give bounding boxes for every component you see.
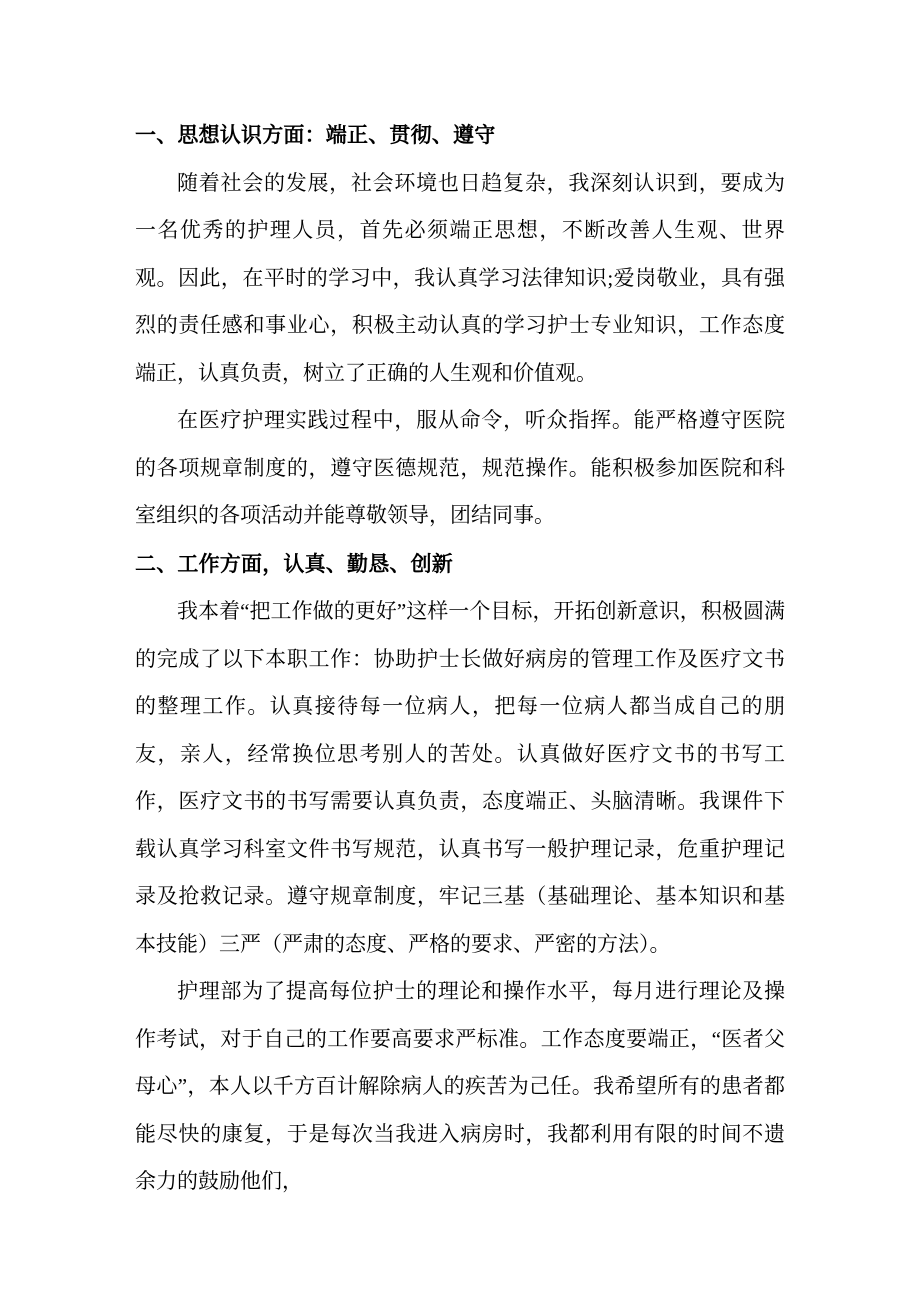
heading-section-one: 一、思想认识方面：端正、贯彻、遵守 [135,123,496,147]
paragraph-2: 在医疗护理实践过程中，服从命令，听众指挥。能严格遵守医院的各项规章制度的，遵守医德规范，规范操作。能积极参加医院和科室组织的各项活动并能尊敬领导，团结同事。 [135,408,785,527]
heading-section-two: 二、工作方面，认真、勤恳、创新 [135,551,453,576]
paragraph-1: 随着社会的发展，社会环境也日趋复杂，我深刻认识到，要成为一名优秀的护理人员，首先必须端正思想，不断改善人生观、世界观。因此，在平时的学习中，我认真学习法律知识;爱岗敬业，具有强烈的责任感和事业心，积极主动认真的学习护士专业知识，工作态度端正，认真负责，树立了正确的人生观和价值观。 [135,170,785,385]
document-body [135,112,785,1206]
paragraph-4: 护理部为了提高每位护士的理论和操作水平，每月进行理论及操作考试，对于自己的工作要高要求严标准。工作态度要端正，“医者父母心”，本人以千方百计解除病人的疾苦为己任。我希望所有的患者都能尽快的康复，于是每次当我进入病房时，我都利用有限的时间不遗余力的鼓励他们， [135,979,785,1193]
paragraph-3: 我本着“把工作做的更好”这样一个目标，开拓创新意识，积极圆满的完成了以下本职工作：协助护士长做好病房的管理工作及医疗文书的整理工作。认真接待每一位病人，把每一位病人都当成自己的朋友，亲人，经常换位思考别人的苦处。认真做好医疗文书的书写工作，医疗文书的书写需要认真负责，态度端正、头脑清晰。我课件下载认真学习科室文件书写规范，认真书写一般护理记录，危重护理记录及抢救记录。遵守规章制度，牢记三基（基础理论、基本知识和基本技能）三严（严肃的态度、严格的要求、严密的方法）。 [135,599,785,956]
